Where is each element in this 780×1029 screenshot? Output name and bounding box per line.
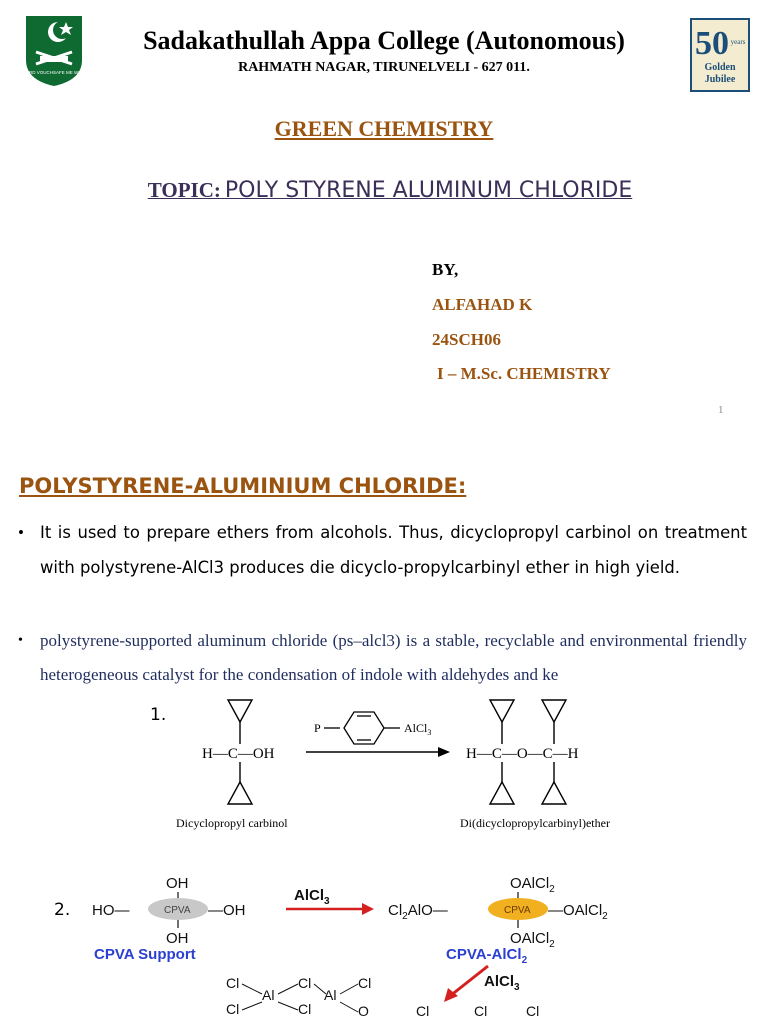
cpva-support-label: CPVA Support bbox=[94, 946, 196, 963]
cpva-alcl2-label: CPVA-AlCl$_2$ bbox=[446, 946, 528, 966]
reagent-p: P bbox=[314, 721, 321, 735]
svg-text:Cl: Cl bbox=[298, 1001, 312, 1017]
right-group: —OH bbox=[208, 902, 246, 919]
svg-text:Cl: Cl bbox=[226, 975, 240, 991]
reaction-1-diagram bbox=[168, 690, 648, 835]
svg-text:Al: Al bbox=[262, 987, 275, 1003]
reaction-arrow bbox=[306, 747, 450, 757]
topic-value: POLY STYRENE ALUMINUM CHLORIDE bbox=[224, 178, 633, 203]
benzene-ring bbox=[324, 712, 400, 744]
reaction-2-diagram bbox=[86, 866, 686, 1024]
golden-jubilee-logo bbox=[690, 18, 750, 92]
product-right: —OAlCl$_2$ bbox=[548, 902, 608, 922]
section-heading: POLYSTYRENE-ALUMINIUM CHLORIDE: bbox=[19, 474, 467, 498]
svg-text:Cl: Cl bbox=[416, 1003, 430, 1019]
second-red-arrow bbox=[450, 966, 488, 996]
jubilee-text: Jubilee bbox=[704, 74, 736, 85]
reaction-2-number: 2. bbox=[54, 900, 71, 920]
subject-title: GREEN CHEMISTRY bbox=[274, 116, 494, 141]
college-name: Sadakathullah Appa College (Autonomous) bbox=[143, 26, 625, 55]
jubilee-golden: Golden bbox=[704, 62, 736, 73]
page-number: 1 bbox=[718, 404, 724, 416]
product-left: $Cl_2AlO—$ bbox=[388, 902, 448, 922]
product-label: Di(dicyclopropylcarbinyl)ether bbox=[460, 816, 610, 830]
product-top: OAlCl$_2$ bbox=[510, 875, 555, 895]
arrow-label: AlCl$_3$ bbox=[294, 887, 330, 907]
topic-label: TOPIC: bbox=[147, 178, 221, 202]
bullet-marker: • bbox=[18, 633, 23, 648]
bullet-text-1: It is used to prepare ethers from alcohols. Thus, dicyclopropyl carbinol on treatment with polystyrene-AlCl3 produces die dicyclo-propylcarbinyl ether in high yield. bbox=[40, 523, 747, 577]
logo-motto: MY LORD VOUCHSAFE ME WISDOM bbox=[15, 70, 93, 75]
product-formula: H—C—O—C—H bbox=[466, 746, 579, 762]
oh-top: OH bbox=[166, 875, 189, 892]
svg-text:Cl: Cl bbox=[474, 1003, 488, 1019]
topic-line bbox=[0, 178, 780, 203]
cpva-core-label-2: CPVA bbox=[504, 905, 531, 916]
svg-text:Cl: Cl bbox=[226, 1001, 240, 1017]
svg-text:Al: Al bbox=[324, 987, 337, 1003]
bullet-marker: • bbox=[18, 523, 24, 542]
product-bottom: OAlCl$_2$ bbox=[510, 930, 555, 950]
left-group: HO— bbox=[92, 902, 130, 919]
svg-text:Cl: Cl bbox=[526, 1003, 540, 1019]
jubilee-number: 50 bbox=[695, 25, 729, 62]
svg-text:O: O bbox=[358, 1003, 369, 1019]
author-course: I – M.Sc. CHEMISTRY bbox=[437, 364, 611, 383]
jubilee-years: years bbox=[730, 38, 746, 46]
svg-text:Cl: Cl bbox=[298, 975, 312, 991]
reagent-alcl: AlCl$_3$ bbox=[404, 721, 432, 737]
reaction-1-number: 1. bbox=[150, 705, 167, 725]
college-address: RAHMATH NAGAR, TIRUNELVELI - 627 011. bbox=[238, 60, 530, 75]
second-arrow-label: AlCl$_3$ bbox=[484, 973, 520, 993]
oh-bottom: OH bbox=[166, 930, 189, 947]
bullet-text-2: polystyrene-supported aluminum chloride (ps–alcl3) is a stable, recyclable and environmental friendly heterogeneous catalyst for the condensation of indole with aldehydes and ke bbox=[40, 631, 747, 684]
svg-text:Cl: Cl bbox=[358, 975, 372, 991]
reactant-formula: H—C—OH bbox=[202, 746, 275, 762]
reactant-label: Dicyclopropyl carbinol bbox=[176, 816, 288, 830]
author-id: 24SCH06 bbox=[432, 330, 501, 349]
by-label: BY, bbox=[432, 260, 459, 279]
author-name: ALFAHAD K bbox=[432, 295, 533, 314]
cpva-core-label: CPVA bbox=[164, 905, 191, 916]
